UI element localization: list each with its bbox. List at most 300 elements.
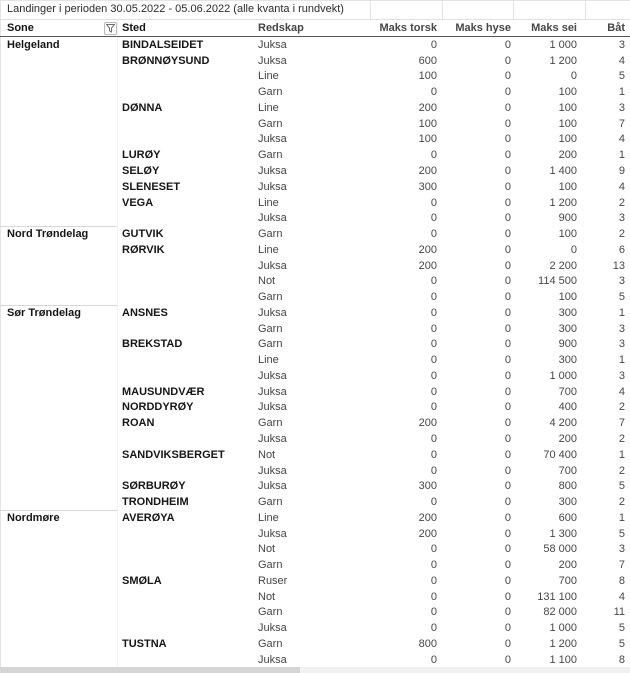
cell-redskap: Garn xyxy=(258,149,283,162)
cell-sone xyxy=(0,573,118,589)
cell-maks-sei: 400 xyxy=(558,401,577,414)
cell-maks-hyse: 0 xyxy=(504,559,511,572)
cell-maks-torsk: 0 xyxy=(430,496,437,509)
table-row[interactable] xyxy=(0,447,630,463)
cell-maks-torsk: 0 xyxy=(430,559,437,572)
cell-sone: Nord Trøndelag xyxy=(0,226,118,242)
cell-sted: ROAN xyxy=(122,417,155,430)
cell-redskap: Garn xyxy=(258,228,283,241)
cell-maks-hyse: 0 xyxy=(504,275,511,288)
cell-maks-sei: 100 xyxy=(558,117,577,130)
column-divider xyxy=(585,1,586,19)
cell-sted: SANDVIKSBERGET xyxy=(122,448,225,461)
cell-maks-hyse: 0 xyxy=(504,543,511,556)
cell-redskap: Garn xyxy=(258,117,283,130)
cell-bat: 4 xyxy=(618,590,625,603)
cell-maks-torsk: 200 xyxy=(418,259,437,272)
cell-maks-sei: 1 000 xyxy=(549,38,577,51)
cell-maks-torsk: 0 xyxy=(430,149,437,162)
table-row[interactable] xyxy=(0,542,630,558)
cell-redskap: Garn xyxy=(258,559,283,572)
table-row[interactable] xyxy=(0,226,630,242)
cell-bat: 11 xyxy=(613,606,625,619)
cell-maks-hyse: 0 xyxy=(504,322,511,335)
cell-bat: 4 xyxy=(618,133,625,146)
cell-redskap: Garn xyxy=(258,86,283,99)
cell-maks-hyse: 0 xyxy=(504,228,511,241)
cell-maks-torsk: 0 xyxy=(430,464,437,477)
cell-sone xyxy=(0,116,118,132)
cell-sted: TRONDHEIM xyxy=(122,496,189,509)
table-row[interactable] xyxy=(0,321,630,337)
cell-maks-torsk: 0 xyxy=(430,622,437,635)
cell-maks-hyse: 0 xyxy=(504,306,511,319)
cell-maks-hyse: 0 xyxy=(504,149,511,162)
cell-bat: 1 xyxy=(618,511,625,524)
column-header-sone[interactable]: Sone xyxy=(0,20,118,36)
cell-maks-hyse: 0 xyxy=(504,54,511,67)
cell-redskap: Not xyxy=(258,590,276,603)
cell-sted: SELØY xyxy=(122,165,160,177)
cell-redskap: Juksa xyxy=(258,464,287,477)
cell-sted: SMØLA xyxy=(122,574,162,587)
table-row[interactable] xyxy=(0,100,630,116)
cell-maks-hyse: 0 xyxy=(504,180,511,193)
cell-maks-torsk: 0 xyxy=(430,590,437,603)
cell-sone xyxy=(0,195,118,211)
cell-maks-sei: 1 300 xyxy=(549,527,577,540)
cell-maks-hyse: 0 xyxy=(504,196,511,209)
cell-sone xyxy=(0,100,118,116)
cell-maks-hyse: 0 xyxy=(504,259,511,272)
cell-bat: 8 xyxy=(618,653,625,666)
cell-bat: 3 xyxy=(618,338,625,351)
cell-maks-sei: 200 xyxy=(558,149,577,162)
cell-maks-torsk: 0 xyxy=(430,433,437,446)
cell-redskap: Juksa xyxy=(258,480,287,493)
cell-sone xyxy=(0,179,118,195)
cell-maks-torsk: 200 xyxy=(418,417,437,430)
cell-maks-torsk: 0 xyxy=(430,354,437,367)
cell-maks-hyse: 0 xyxy=(504,354,511,367)
cell-redskap: Juksa xyxy=(258,180,287,193)
cell-bat: 5 xyxy=(618,527,625,540)
cell-redskap: Juksa xyxy=(258,133,287,146)
cell-sted: DØNNA xyxy=(122,101,163,114)
cell-maks-hyse: 0 xyxy=(504,433,511,446)
column-header-maks-sei[interactable]: Maks sei xyxy=(531,22,577,34)
cell-maks-torsk: 0 xyxy=(430,291,437,304)
cell-maks-sei: 1 200 xyxy=(549,637,577,650)
cell-maks-hyse: 0 xyxy=(504,527,511,540)
cell-maks-hyse: 0 xyxy=(504,417,511,430)
cell-bat: 2 xyxy=(618,196,625,209)
cell-bat: 1 xyxy=(618,306,625,319)
cell-maks-torsk: 200 xyxy=(418,165,437,177)
cell-maks-hyse: 0 xyxy=(504,385,511,398)
cell-maks-sei: 2 200 xyxy=(549,259,577,272)
cell-redskap: Juksa xyxy=(258,653,287,666)
table-row[interactable] xyxy=(0,273,630,289)
cell-maks-torsk: 100 xyxy=(418,70,437,83)
cell-sone xyxy=(0,289,118,305)
cell-maks-torsk: 0 xyxy=(430,448,437,461)
cell-maks-hyse: 0 xyxy=(504,338,511,351)
cell-sone: Sør Trøndelag xyxy=(0,305,118,321)
cell-maks-sei: 0 xyxy=(570,243,577,256)
cell-sted: LURØY xyxy=(122,149,161,162)
cell-maks-torsk: 200 xyxy=(418,243,437,256)
cell-bat: 3 xyxy=(618,322,625,335)
cell-maks-hyse: 0 xyxy=(504,464,511,477)
table-row[interactable] xyxy=(0,289,630,305)
cell-sone xyxy=(0,368,118,384)
cell-sted: MAUSUNDVÆR xyxy=(122,385,205,398)
cell-maks-torsk: 600 xyxy=(418,54,437,67)
table-row[interactable] xyxy=(0,510,630,526)
cell-redskap: Juksa xyxy=(258,527,287,540)
cell-redskap: Garn xyxy=(258,338,283,351)
cell-redskap: Not xyxy=(258,275,276,288)
cell-sted: VEGA xyxy=(122,196,154,209)
cell-maks-sei: 100 xyxy=(558,180,577,193)
cell-maks-torsk: 0 xyxy=(430,401,437,414)
cell-sted: BRØNNØYSUND xyxy=(122,54,210,67)
cell-sted: BREKSTAD xyxy=(122,338,183,351)
table-row[interactable] xyxy=(0,400,630,416)
cell-bat: 2 xyxy=(618,433,625,446)
table-row[interactable] xyxy=(0,415,630,431)
cell-sted: GUTVIK xyxy=(122,228,164,241)
table-row[interactable] xyxy=(0,384,630,400)
sone-filter-button[interactable] xyxy=(104,22,117,35)
cell-maks-hyse: 0 xyxy=(504,606,511,619)
cell-maks-hyse: 0 xyxy=(504,653,511,666)
cell-sone xyxy=(0,526,118,542)
cell-maks-torsk: 0 xyxy=(430,212,437,225)
column-header-redskap[interactable]: Redskap xyxy=(258,22,304,34)
cell-redskap: Not xyxy=(258,448,276,461)
column-header-maks-torsk[interactable]: Maks torsk xyxy=(379,22,437,34)
cell-maks-sei: 1 000 xyxy=(549,369,577,382)
cell-maks-torsk: 0 xyxy=(430,606,437,619)
cell-bat: 2 xyxy=(618,464,625,477)
cell-bat: 7 xyxy=(618,117,625,130)
cell-maks-torsk: 0 xyxy=(430,322,437,335)
cell-sone xyxy=(0,53,118,69)
table-row[interactable] xyxy=(0,195,630,211)
cell-maks-sei: 100 xyxy=(558,101,577,114)
cell-maks-hyse: 0 xyxy=(504,117,511,130)
cell-maks-sei: 300 xyxy=(558,496,577,509)
cell-maks-torsk: 0 xyxy=(430,275,437,288)
cell-maks-torsk: 200 xyxy=(418,101,437,114)
cell-maks-hyse: 0 xyxy=(504,165,511,177)
cell-redskap: Juksa xyxy=(258,306,287,319)
cell-sone xyxy=(0,210,118,226)
cell-maks-hyse: 0 xyxy=(504,401,511,414)
table-row[interactable] xyxy=(0,132,630,148)
cell-redskap: Garn xyxy=(258,291,283,304)
cell-maks-torsk: 0 xyxy=(430,385,437,398)
cell-redskap: Not xyxy=(258,543,276,556)
cell-maks-torsk: 0 xyxy=(430,653,437,666)
cell-redskap: Juksa xyxy=(258,259,287,272)
table-row[interactable] xyxy=(0,210,630,226)
cell-sone xyxy=(0,463,118,479)
cell-bat: 3 xyxy=(618,101,625,114)
cell-sone xyxy=(0,415,118,431)
cell-redskap: Juksa xyxy=(258,401,287,414)
cell-maks-hyse: 0 xyxy=(504,448,511,461)
horizontal-scrollbar-track[interactable] xyxy=(0,667,630,673)
cell-sone: Nordmøre xyxy=(0,510,118,526)
cell-maks-torsk: 0 xyxy=(430,196,437,209)
cell-bat: 7 xyxy=(618,417,625,430)
cell-maks-torsk: 200 xyxy=(418,511,437,524)
cell-maks-sei: 200 xyxy=(558,433,577,446)
cell-maks-torsk: 0 xyxy=(430,228,437,241)
column-header-bat[interactable]: Båt xyxy=(607,22,625,34)
cell-maks-hyse: 0 xyxy=(504,369,511,382)
cell-sone xyxy=(0,352,118,368)
table-row[interactable] xyxy=(0,84,630,100)
cell-maks-hyse: 0 xyxy=(504,574,511,587)
table-row[interactable] xyxy=(0,573,630,589)
cell-maks-sei: 100 xyxy=(558,291,577,304)
cell-sone xyxy=(0,163,118,179)
cell-redskap: Line xyxy=(258,243,279,256)
cell-sone xyxy=(0,147,118,163)
cell-maks-torsk: 0 xyxy=(430,574,437,587)
cell-sone xyxy=(0,557,118,573)
cell-sone xyxy=(0,605,118,621)
cell-maks-sei: 131 100 xyxy=(537,590,577,603)
cell-redskap: Juksa xyxy=(258,433,287,446)
cell-sone xyxy=(0,400,118,416)
cell-maks-torsk: 100 xyxy=(418,117,437,130)
cell-bat: 3 xyxy=(618,369,625,382)
cell-sone xyxy=(0,652,118,668)
table-row[interactable] xyxy=(0,652,630,668)
cell-maks-torsk: 200 xyxy=(418,527,437,540)
cell-maks-sei: 4 200 xyxy=(549,417,577,430)
cell-bat: 5 xyxy=(618,622,625,635)
cell-maks-sei: 600 xyxy=(558,511,577,524)
cell-maks-torsk: 100 xyxy=(418,133,437,146)
cell-maks-sei: 800 xyxy=(558,480,577,493)
column-divider xyxy=(370,1,371,19)
table-row[interactable] xyxy=(0,53,630,69)
table-body xyxy=(0,37,630,668)
table-row[interactable] xyxy=(0,258,630,274)
cell-maks-sei: 100 xyxy=(558,86,577,99)
cell-maks-hyse: 0 xyxy=(504,480,511,493)
cell-maks-sei: 1 100 xyxy=(549,653,577,666)
cell-bat: 9 xyxy=(618,165,625,177)
table-title-row xyxy=(0,0,630,20)
cell-maks-sei: 700 xyxy=(558,385,577,398)
cell-sone xyxy=(0,589,118,605)
cell-redskap: Line xyxy=(258,354,279,367)
table-row[interactable] xyxy=(0,589,630,605)
cell-maks-sei: 1 200 xyxy=(549,196,577,209)
table-row[interactable] xyxy=(0,147,630,163)
table-row[interactable] xyxy=(0,69,630,85)
cell-bat: 6 xyxy=(618,243,625,256)
cell-maks-hyse: 0 xyxy=(504,637,511,650)
table-row[interactable] xyxy=(0,463,630,479)
cell-maks-torsk: 0 xyxy=(430,86,437,99)
cell-sone xyxy=(0,478,118,494)
cell-redskap: Line xyxy=(258,511,279,524)
cell-maks-sei: 200 xyxy=(558,559,577,572)
cell-maks-torsk: 0 xyxy=(430,38,437,51)
cell-maks-hyse: 0 xyxy=(504,38,511,51)
cell-bat: 2 xyxy=(618,401,625,414)
cell-maks-sei: 82 000 xyxy=(543,606,577,619)
cell-sone xyxy=(0,431,118,447)
cell-maks-sei: 300 xyxy=(558,306,577,319)
table-row[interactable] xyxy=(0,636,630,652)
cell-maks-sei: 58 000 xyxy=(543,543,577,556)
cell-sted: RØRVIK xyxy=(122,243,165,256)
funnel-filter-icon xyxy=(106,24,115,33)
cell-maks-hyse: 0 xyxy=(504,622,511,635)
cell-maks-sei: 1 000 xyxy=(549,622,577,635)
cell-sone xyxy=(0,337,118,353)
cell-maks-sei: 300 xyxy=(558,354,577,367)
table-row[interactable] xyxy=(0,37,630,53)
cell-maks-torsk: 800 xyxy=(418,637,437,650)
cell-maks-hyse: 0 xyxy=(504,511,511,524)
cell-maks-hyse: 0 xyxy=(504,133,511,146)
column-divider xyxy=(442,1,443,19)
table-row[interactable] xyxy=(0,494,630,510)
cell-bat: 3 xyxy=(618,543,625,556)
cell-redskap: Juksa xyxy=(258,212,287,225)
cell-sone xyxy=(0,132,118,148)
cell-maks-torsk: 300 xyxy=(418,180,437,193)
cell-sone: Helgeland xyxy=(0,37,118,53)
cell-maks-torsk: 0 xyxy=(430,338,437,351)
table-row[interactable] xyxy=(0,179,630,195)
cell-redskap: Juksa xyxy=(258,385,287,398)
cell-bat: 1 xyxy=(618,149,625,162)
cell-redskap: Garn xyxy=(258,417,283,430)
cell-maks-hyse: 0 xyxy=(504,590,511,603)
cell-bat: 5 xyxy=(618,480,625,493)
cell-maks-hyse: 0 xyxy=(504,243,511,256)
cell-sone xyxy=(0,447,118,463)
table-row[interactable] xyxy=(0,337,630,353)
cell-maks-torsk: 0 xyxy=(430,306,437,319)
cell-maks-sei: 100 xyxy=(558,228,577,241)
cell-maks-sei: 900 xyxy=(558,212,577,225)
cell-sone xyxy=(0,384,118,400)
cell-sted: SLENESET xyxy=(122,180,181,193)
cell-maks-sei: 700 xyxy=(558,574,577,587)
cell-redskap: Line xyxy=(258,196,279,209)
cell-sted: AVERØYA xyxy=(122,511,175,524)
cell-bat: 3 xyxy=(618,275,625,288)
cell-sone xyxy=(0,273,118,289)
cell-maks-torsk: 300 xyxy=(418,480,437,493)
table-row[interactable] xyxy=(0,478,630,494)
table-row[interactable] xyxy=(0,242,630,258)
cell-sone xyxy=(0,242,118,258)
cell-redskap: Ruser xyxy=(258,574,288,587)
cell-bat: 5 xyxy=(618,70,625,83)
cell-redskap: Juksa xyxy=(258,622,287,635)
cell-sone xyxy=(0,494,118,510)
cell-redskap: Juksa xyxy=(258,38,287,51)
table-title: Landinger i perioden 30.05.2022 - 05.06.2022 (alle kvanta i rundvekt) xyxy=(7,3,344,15)
cell-maks-sei: 70 400 xyxy=(543,448,577,461)
table-row[interactable] xyxy=(0,620,630,636)
cell-redskap: Garn xyxy=(258,637,283,650)
cell-bat: 5 xyxy=(618,637,625,650)
cell-bat: 3 xyxy=(618,38,625,51)
cell-redskap: Juksa xyxy=(258,369,287,382)
table-row[interactable] xyxy=(0,526,630,542)
horizontal-scrollbar-thumb[interactable] xyxy=(0,667,300,673)
cell-bat: 7 xyxy=(618,559,625,572)
cell-bat: 2 xyxy=(618,496,625,509)
cell-redskap: Garn xyxy=(258,322,283,335)
cell-bat: 4 xyxy=(618,180,625,193)
cell-maks-sei: 114 500 xyxy=(538,275,577,288)
table-row[interactable] xyxy=(0,305,630,321)
cell-maks-sei: 100 xyxy=(558,133,577,146)
cell-maks-torsk: 0 xyxy=(430,369,437,382)
cell-maks-sei: 1 200 xyxy=(549,54,577,67)
cell-bat: 4 xyxy=(618,54,625,67)
cell-bat: 5 xyxy=(618,291,625,304)
column-header-maks-hyse[interactable]: Maks hyse xyxy=(455,22,511,34)
cell-redskap: Juksa xyxy=(258,54,287,67)
cell-sone xyxy=(0,69,118,85)
cell-redskap: Juksa xyxy=(258,165,287,177)
cell-redskap: Line xyxy=(258,101,279,114)
cell-maks-torsk: 0 xyxy=(430,543,437,556)
table-row[interactable] xyxy=(0,431,630,447)
cell-maks-hyse: 0 xyxy=(504,101,511,114)
table-header-row xyxy=(0,20,630,37)
table-row[interactable] xyxy=(0,368,630,384)
table-row[interactable] xyxy=(0,605,630,621)
cell-bat: 1 xyxy=(618,354,625,367)
cell-redskap: Line xyxy=(258,70,279,83)
column-header-sted[interactable]: Sted xyxy=(122,22,146,34)
cell-maks-hyse: 0 xyxy=(504,291,511,304)
column-divider xyxy=(513,1,514,19)
table-row[interactable] xyxy=(0,116,630,132)
cell-bat: 8 xyxy=(618,574,625,587)
table-row[interactable] xyxy=(0,557,630,573)
cell-bat: 4 xyxy=(618,385,625,398)
cell-maks-sei: 700 xyxy=(558,464,577,477)
cell-sted: TUSTNA xyxy=(122,637,167,650)
table-row[interactable] xyxy=(0,163,630,179)
cell-maks-sei: 900 xyxy=(558,338,577,351)
cell-maks-hyse: 0 xyxy=(504,212,511,225)
cell-sone xyxy=(0,542,118,558)
cell-sone xyxy=(0,321,118,337)
cell-bat: 13 xyxy=(612,259,625,272)
table-row[interactable] xyxy=(0,352,630,368)
cell-bat: 3 xyxy=(618,212,625,225)
